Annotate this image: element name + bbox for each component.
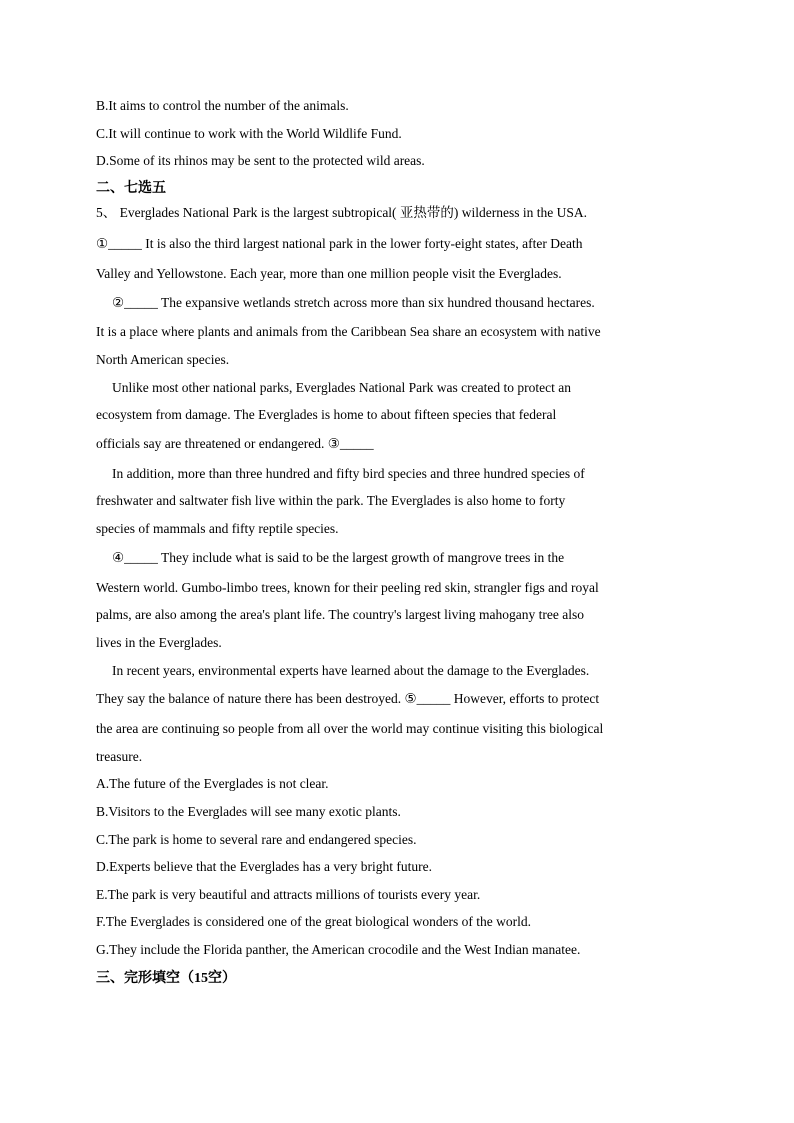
option-c-prev: C.It will continue to work with the World Wildlife Fund. — [96, 126, 402, 141]
passage-line: ①_____ It is also the third largest national park in the lower forty-eight states, after Death — [96, 236, 583, 251]
option-d: D.Experts believe that the Everglades has a very bright future. — [96, 859, 433, 874]
passage-line: 5、 Everglades National Park is the largest subtropical( 亚热带的) wilderness in the USA. — [96, 205, 588, 220]
passage-line: officials say are threatened or endangered. ③_____ — [96, 436, 374, 451]
option-b-prev: B.It aims to control the number of the animals. — [96, 98, 349, 113]
passage-line: lives in the Everglades. — [96, 635, 222, 650]
passage-line: Valley and Yellowstone. Each year, more than one million people visit the Everglades. — [96, 266, 562, 281]
passage-line: the area are continuing so people from all over the world may continue visiting this biological — [96, 721, 604, 736]
passage-line: treasure. — [96, 749, 143, 764]
passage-line: They say the balance of nature there has been destroyed. ⑤_____ However, efforts to protect — [96, 691, 600, 706]
option-e: E.The park is very beautiful and attracts millions of tourists every year. — [96, 887, 481, 902]
option-d-prev: D.Some of its rhinos may be sent to the protected wild areas. — [96, 153, 425, 168]
option-c: C.The park is home to several rare and endangered species. — [96, 832, 417, 847]
passage-line: Western world. Gumbo-limbo trees, known for their peeling red skin, strangler figs and royal — [96, 580, 599, 595]
option-a: A.The future of the Everglades is not clear. — [96, 776, 329, 791]
passage-line: Unlike most other national parks, Everglades National Park was created to protect an — [112, 380, 571, 395]
passage-line: ②_____ The expansive wetlands stretch across more than six hundred thousand hectares. — [112, 295, 595, 310]
option-b: B.Visitors to the Everglades will see many exotic plants. — [96, 804, 401, 819]
passage-line: It is a place where plants and animals from the Caribbean Sea share an ecosystem with native — [96, 324, 601, 339]
passage-line: In addition, more than three hundred and fifty bird species and three hundred species of — [112, 466, 585, 481]
option-g: G.They include the Florida panther, the American crocodile and the West Indian manatee. — [96, 942, 581, 957]
passage-line: ecosystem from damage. The Everglades is home to about fifteen species that federal — [96, 407, 557, 422]
passage-line: In recent years, environmental experts have learned about the damage to the Everglades. — [112, 663, 590, 678]
passage-line: palms, are also among the area's plant life. The country's largest living mahogany tree also — [96, 607, 584, 622]
passage-line: freshwater and saltwater fish live within the park. The Everglades is also home to forty — [96, 493, 566, 508]
passage-line: North American species. — [96, 352, 230, 367]
passage-line: species of mammals and fifty reptile species. — [96, 521, 339, 536]
passage-line: ④_____ They include what is said to be the largest growth of mangrove trees in the — [112, 550, 565, 565]
option-f: F.The Everglades is considered one of the great biological wonders of the world. — [96, 914, 532, 929]
section-title-cloze: 三、完形填空（15空） — [96, 971, 236, 986]
section-title-seven-choose-five: 二、七选五 — [96, 181, 166, 196]
